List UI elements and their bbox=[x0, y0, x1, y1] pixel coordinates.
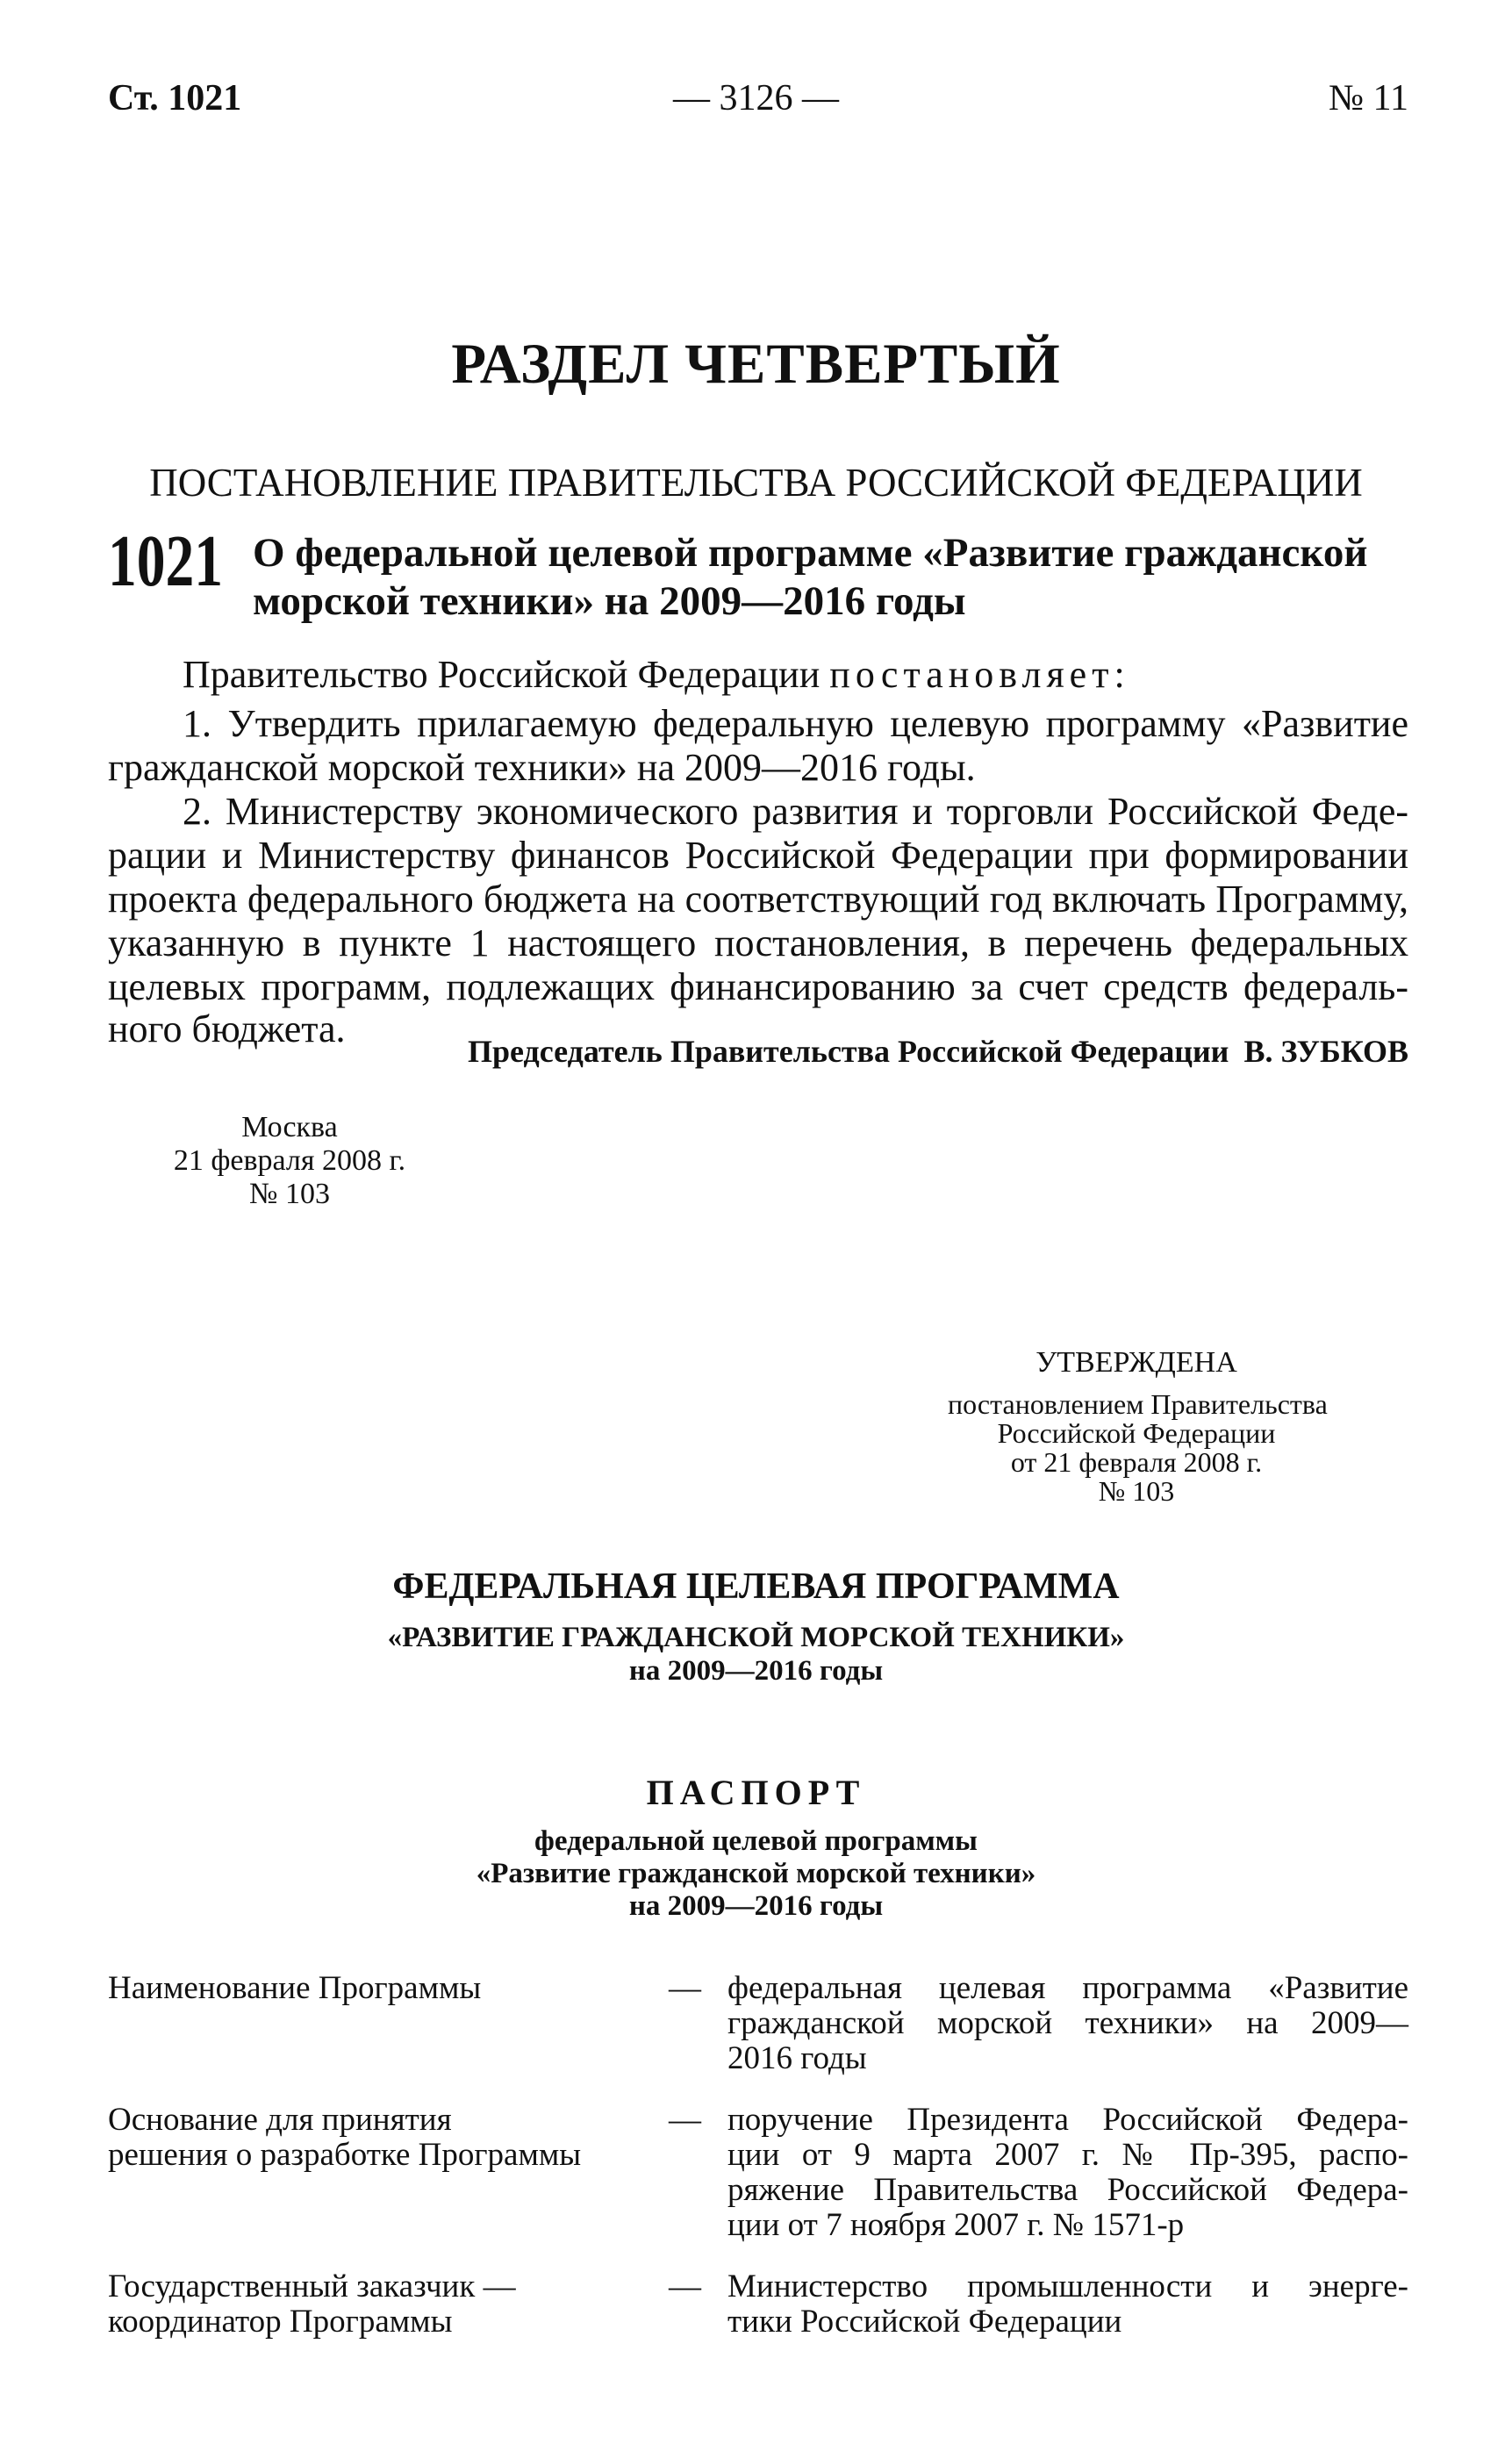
place-date-block bbox=[167, 1111, 412, 1211]
passport-row-label bbox=[108, 1971, 652, 2006]
value-line: поручение Президента Российской Федера- bbox=[727, 2102, 1408, 2138]
intro-paragraph bbox=[183, 653, 1130, 697]
passport-subtitle: федеральной целевой программы bbox=[534, 1825, 978, 1857]
issue-number: № 11 bbox=[1328, 78, 1408, 118]
paragraph-1-line: 1. Утвердить прилагаемую федеральную целевую программу «Развитие bbox=[183, 702, 1408, 745]
passport-subtitle: на 2009—2016 годы bbox=[628, 1890, 884, 1922]
approval-line: № 103 bbox=[1098, 1475, 1175, 1507]
signature bbox=[468, 1032, 1408, 1072]
paragraph-2-line: целевых программ, подлежащих финансированию за счет средств федераль- bbox=[108, 965, 1408, 1008]
paragraph-2-line: ного бюджета. bbox=[108, 1007, 346, 1050]
passport-row-dash: — bbox=[669, 1970, 701, 2006]
value-line: 2016 годы bbox=[727, 2040, 867, 2076]
passport-row-value bbox=[727, 2103, 1408, 2243]
paragraph-2-line: 2. Министерству экономического развития и торговли Российской Феде- bbox=[183, 790, 1408, 833]
value-line: тики Российской Федерации bbox=[727, 2304, 1122, 2340]
value-line: ции от 7 ноября 2007 г. № 1571-р bbox=[727, 2207, 1185, 2243]
paragraph-2-line: указанную в пункте 1 настоящего постановления, в перечень федеральных bbox=[108, 921, 1408, 964]
decree-reg-number: № 103 bbox=[249, 1178, 330, 1210]
article-number: Ст. 1021 bbox=[108, 78, 242, 118]
paragraph-2-line: проекта федерального бюджета на соответствующий год включать Программу, bbox=[108, 878, 1408, 921]
decree-title bbox=[253, 529, 1411, 626]
city: Москва bbox=[241, 1111, 338, 1143]
paragraph-1-line: гражданской морской техники» на 2009—2016 годы. bbox=[108, 746, 976, 789]
label-line: координатор Программы bbox=[108, 2304, 453, 2340]
program-period: на 2009—2016 годы bbox=[628, 1655, 884, 1687]
passport-row-label bbox=[108, 2269, 652, 2340]
page-number: — 3126 — bbox=[673, 78, 839, 118]
intro-text: Правительство Российской Федерации bbox=[183, 653, 830, 696]
passport-row-dash: — bbox=[669, 2268, 701, 2304]
decree-type: ПОСТАНОВЛЕНИЕ ПРАВИТЕЛЬСТВА РОССИЙСКОЙ ФЕДЕРАЦИИ bbox=[149, 461, 1363, 505]
passport-row-value bbox=[727, 2269, 1408, 2340]
value-line: федеральная целевая программа «Развитие bbox=[727, 1970, 1408, 2006]
approval-line: Российской Федерации bbox=[997, 1417, 1276, 1449]
value-line: гражданской морской техники» на 2009— bbox=[727, 2005, 1408, 2041]
approval-details bbox=[948, 1388, 1328, 1507]
paragraph-2-line: рации и Министерству финансов Российской Федерации при формировании bbox=[108, 834, 1408, 877]
label-line: решения о разработке Программы bbox=[108, 2137, 582, 2173]
decree-title-line: О федеральной целевой программе «Развитие гражданской bbox=[253, 530, 1368, 576]
passport-subtitle: «Развитие гражданской морской техники» bbox=[476, 1858, 1036, 1889]
approval-line: постановлением Правительства bbox=[948, 1388, 1328, 1420]
label-line: Наименование Программы bbox=[108, 1970, 482, 2006]
program-title: ФЕДЕРАЛЬНАЯ ЦЕЛЕВАЯ ПРОГРАММА bbox=[392, 1566, 1120, 1607]
intro-verb: постановляет: bbox=[829, 653, 1130, 696]
signatory-name: В. ЗУБКОВ bbox=[1243, 1034, 1408, 1069]
value-line: ции от 9 марта 2007 г. № Пр-395, распо- bbox=[727, 2137, 1408, 2173]
value-line: ряжение Правительства Российской Федера- bbox=[727, 2172, 1408, 2208]
label-line: Основание для принятия bbox=[108, 2102, 452, 2138]
approved-label: УТВЕРЖДЕНА bbox=[1035, 1346, 1237, 1379]
section-title: РАЗДЕЛ ЧЕТВЕРТЫЙ bbox=[451, 333, 1061, 396]
decree-date: 21 февраля 2008 г. bbox=[173, 1144, 406, 1177]
decree-title-line: морской техники» на 2009—2016 годы bbox=[253, 578, 966, 624]
label-line: Государственный заказчик — bbox=[108, 2268, 516, 2304]
passport-title: ПАСПОРТ bbox=[646, 1773, 866, 1812]
program-name: «РАЗВИТИЕ ГРАЖДАНСКОЙ МОРСКОЙ ТЕХНИКИ» bbox=[387, 1622, 1125, 1653]
passport-row-label bbox=[108, 2103, 652, 2173]
passport-row-dash: — bbox=[669, 2102, 701, 2138]
signatory-position: Председатель Правительства Российской Федерации bbox=[468, 1034, 1229, 1069]
passport-row-value bbox=[727, 1971, 1408, 2076]
value-line: Министерство промышленности и энерге- bbox=[727, 2268, 1408, 2304]
approval-line: от 21 февраля 2008 г. bbox=[1010, 1446, 1263, 1478]
decree-number: 1021 bbox=[108, 520, 224, 602]
